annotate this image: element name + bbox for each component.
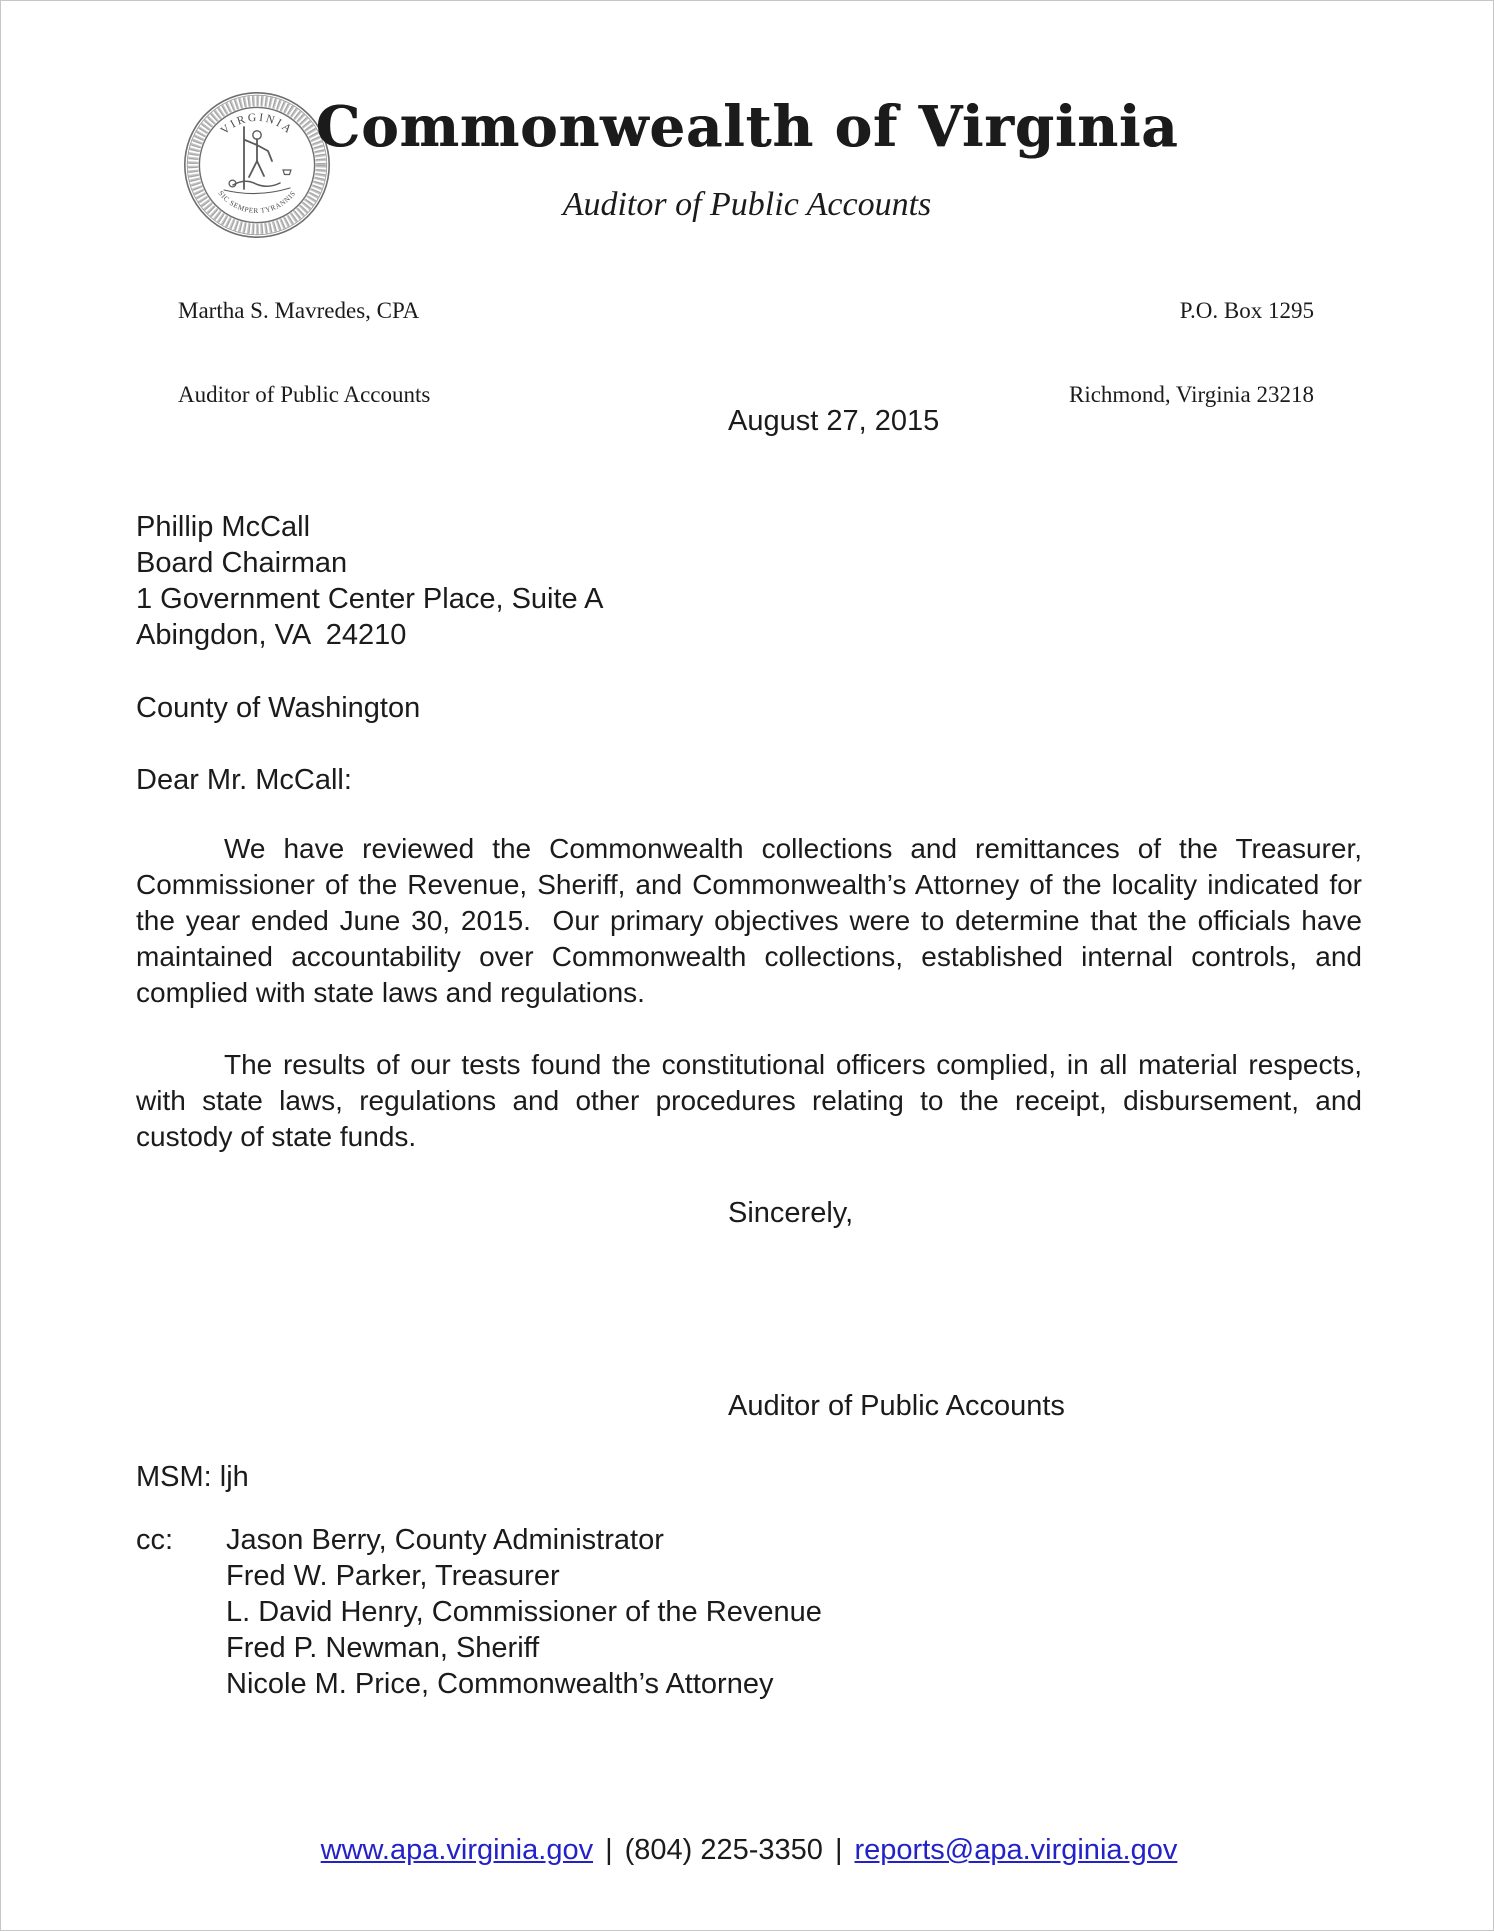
cc-entry: Nicole M. Price, Commonwealth’s Attorney (226, 1668, 774, 1700)
website-link[interactable]: www.apa.virginia.gov (320, 1834, 594, 1866)
seal-top-text: VIRGINIA (218, 111, 296, 138)
locality-line: County of Washington (136, 692, 421, 724)
footer-separator: | (605, 1834, 613, 1866)
cc-entry: Fred P. Newman, Sheriff (226, 1632, 540, 1664)
footer-separator: | (834, 1834, 843, 1866)
cc-label: cc: (136, 1524, 174, 1556)
letter-body (136, 831, 1370, 1155)
letter-date: August 27, 2015 (728, 405, 940, 437)
recipient-street: 1 Government Center Place, Suite A (136, 583, 604, 615)
recipient-title: Board Chairman (136, 547, 348, 579)
reference-initials-line: MSM: ljh (136, 1461, 249, 1493)
cc-block (136, 1522, 822, 1702)
body-paragraph-1: We have reviewed the Commonwealth collections and remittances of the Treasurer, Commissioner of the Revenue, Sheriff, and Commonwealth’s Attorney of the locality indicated for the year ended June 30, 2015. Our primary objectives were to determine that the officials have maintained accountability over Commonwealth collections, established internal controls, and complied with state laws and regulations. (136, 833, 1370, 1008)
page-footer (136, 1832, 1362, 1868)
masthead-subtitle: Auditor of Public Accounts (562, 186, 932, 223)
signer-title-line: Auditor of Public Accounts (728, 1390, 1065, 1422)
cc-entry: L. David Henry, Commissioner of the Revenue (226, 1596, 822, 1628)
body-paragraph-2: The results of our tests found the constitutional officers complied, in all material respects, with state laws, regulations and other procedures relating to the receipt, disbursement, and custody of state funds. (136, 1049, 1370, 1152)
recipient-address-block (136, 509, 603, 653)
office-address-block (1069, 241, 1314, 465)
official-name: Martha S. Mavredes, CPA (178, 298, 420, 323)
city-state-zip-line: Richmond, Virginia 23218 (1068, 382, 1314, 407)
recipient-city-state-zip: Abingdon, VA 24210 (136, 619, 407, 651)
official-contact-block (178, 241, 430, 465)
cc-entry: Fred W. Parker, Treasurer (226, 1560, 560, 1592)
cc-entry: Jason Berry, County Administrator (226, 1524, 664, 1556)
footer-phone: (804) 225-3350 (624, 1834, 823, 1866)
masthead-title: Commonwealth of Virginia (315, 94, 1179, 160)
closing-line: Sincerely, (728, 1197, 854, 1229)
official-title: Auditor of Public Accounts (178, 382, 431, 407)
po-box-line: P.O. Box 1295 (1179, 298, 1314, 323)
email-link[interactable]: reports@apa.virginia.gov (854, 1834, 1178, 1866)
seal-bottom-text: SIC SEMPER TYRANNIS (216, 189, 298, 216)
salutation-line: Dear Mr. McCall: (136, 764, 352, 796)
recipient-name: Phillip McCall (136, 511, 311, 543)
cc-entries (226, 1522, 822, 1702)
